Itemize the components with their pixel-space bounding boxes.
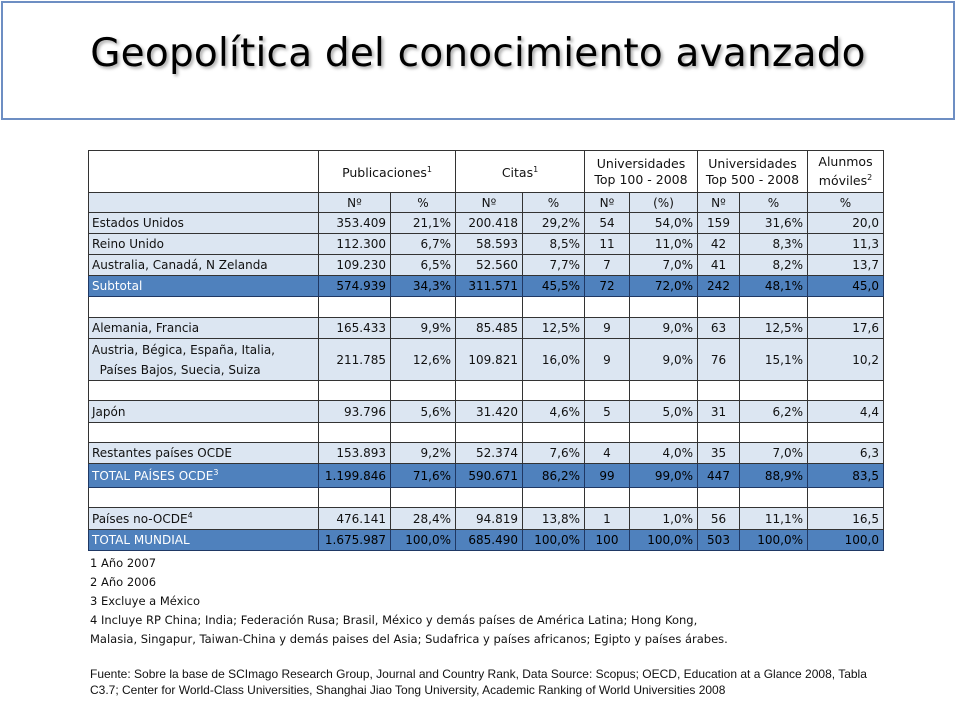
- u100-pct: 99,0%: [630, 464, 698, 488]
- u500-pct: 12,5%: [740, 318, 808, 339]
- u100-pct: 100,0%: [630, 530, 698, 551]
- u100-count: 100: [585, 530, 630, 551]
- subheader-cell: %: [523, 193, 585, 213]
- pub-pct: 28,4%: [391, 508, 456, 530]
- row-label: TOTAL MUNDIAL: [89, 530, 319, 551]
- cit-count: 52.374: [456, 443, 523, 464]
- data-table: [88, 150, 884, 551]
- spacer-row: [89, 488, 884, 508]
- pub-count: 93.796: [319, 401, 391, 423]
- cit-pct: 86,2%: [523, 464, 585, 488]
- alumnos-pct: 45,0: [808, 276, 884, 297]
- u100-count: 7: [585, 255, 630, 276]
- footnote: Malasia, Singapur, Taiwan-China y demás paises del Asia; Sudafrica y países africanos; Egipto y países árabes.: [90, 632, 728, 646]
- cit-pct: 29,2%: [523, 213, 585, 234]
- table-row-total-mundial: [89, 530, 884, 551]
- u100-pct: 9,0%: [630, 339, 698, 381]
- pub-count: 211.785: [319, 339, 391, 381]
- cit-pct: 16,0%: [523, 339, 585, 381]
- pub-count: 1.675.987: [319, 530, 391, 551]
- u500-pct: 100,0%: [740, 530, 808, 551]
- u100-count: 9: [585, 318, 630, 339]
- subheader-corner: [89, 193, 319, 213]
- footnote: 3 Excluye a México: [90, 594, 201, 608]
- slide-title: Geopolítica del conocimiento avanzado: [90, 31, 866, 76]
- subheader-cell: Nº: [456, 193, 523, 213]
- title-box: [1, 1, 955, 120]
- table-header-row: [89, 151, 884, 193]
- cit-count: 685.490: [456, 530, 523, 551]
- subheader-cell: %: [808, 193, 884, 213]
- pub-pct: 6,5%: [391, 255, 456, 276]
- row-label: Subtotal: [89, 276, 319, 297]
- cit-pct: 8,5%: [523, 234, 585, 255]
- subheader-cell: (%): [630, 193, 698, 213]
- footnote: 1 Año 2007: [90, 556, 157, 570]
- table-row: [89, 443, 884, 464]
- u500-count: 41: [698, 255, 740, 276]
- spacer-row: [89, 381, 884, 401]
- cit-count: 52.560: [456, 255, 523, 276]
- pub-count: 476.141: [319, 508, 391, 530]
- subheader-cell: %: [740, 193, 808, 213]
- cit-count: 85.485: [456, 318, 523, 339]
- cit-pct: 12,5%: [523, 318, 585, 339]
- table-row: [89, 508, 884, 530]
- u500-pct: 7,0%: [740, 443, 808, 464]
- u100-count: 9: [585, 339, 630, 381]
- u500-count: 56: [698, 508, 740, 530]
- pub-count: 112.300: [319, 234, 391, 255]
- u500-pct: 48,1%: [740, 276, 808, 297]
- u500-pct: 8,2%: [740, 255, 808, 276]
- u500-count: 35: [698, 443, 740, 464]
- pub-count: 353.409: [319, 213, 391, 234]
- row-label: Reino Unido: [89, 234, 319, 255]
- row-label: Estados Unidos: [89, 213, 319, 234]
- header-publicaciones: Publicaciones$^1$: [319, 151, 456, 193]
- table-row: [89, 401, 884, 423]
- row-label: Austria, Bégica, España, Italia, Países Bajos, Suecia, Suiza: [89, 339, 319, 381]
- u500-pct: 8,3%: [740, 234, 808, 255]
- pub-pct: 34,3%: [391, 276, 456, 297]
- u500-pct: 31,6%: [740, 213, 808, 234]
- cit-pct: 100,0%: [523, 530, 585, 551]
- u100-count: 54: [585, 213, 630, 234]
- cit-count: 200.418: [456, 213, 523, 234]
- row-label: Australia, Canadá, N Zelanda: [89, 255, 319, 276]
- u100-pct: 9,0%: [630, 318, 698, 339]
- u100-pct: 1,0%: [630, 508, 698, 530]
- pub-count: 1.199.846: [319, 464, 391, 488]
- pub-count: 153.893: [319, 443, 391, 464]
- footnotes: [90, 554, 728, 649]
- u500-count: 42: [698, 234, 740, 255]
- u100-count: 5: [585, 401, 630, 423]
- cit-pct: 7,7%: [523, 255, 585, 276]
- table-subheader-row: [89, 193, 884, 213]
- u100-pct: 7,0%: [630, 255, 698, 276]
- u500-pct: 15,1%: [740, 339, 808, 381]
- cit-pct: 7,6%: [523, 443, 585, 464]
- u100-pct: 4,0%: [630, 443, 698, 464]
- table-row: [89, 213, 884, 234]
- table-row: [89, 339, 884, 381]
- pub-pct: 6,7%: [391, 234, 456, 255]
- alumnos-pct: 10,2: [808, 339, 884, 381]
- pub-pct: 12,6%: [391, 339, 456, 381]
- subheader-cell: Nº: [319, 193, 391, 213]
- table-row-subtotal: [89, 276, 884, 297]
- u100-pct: 72,0%: [630, 276, 698, 297]
- footnote: 4 Incluye RP China; India; Federación Rusa; Brasil, México y demás países de América Latina; Hong Kong,: [90, 613, 698, 627]
- pub-pct: 100,0%: [391, 530, 456, 551]
- alumnos-pct: 11,3: [808, 234, 884, 255]
- u500-pct: 88,9%: [740, 464, 808, 488]
- header-corner: [89, 151, 319, 193]
- u500-count: 159: [698, 213, 740, 234]
- pub-pct: 9,9%: [391, 318, 456, 339]
- pub-pct: 21,1%: [391, 213, 456, 234]
- u500-pct: 11,1%: [740, 508, 808, 530]
- pub-pct: 9,2%: [391, 443, 456, 464]
- alumnos-pct: 16,5: [808, 508, 884, 530]
- alumnos-pct: 6,3: [808, 443, 884, 464]
- cit-pct: 4,6%: [523, 401, 585, 423]
- alumnos-pct: 17,6: [808, 318, 884, 339]
- subheader-cell: %: [391, 193, 456, 213]
- pub-pct: 71,6%: [391, 464, 456, 488]
- u100-count: 4: [585, 443, 630, 464]
- cit-count: 31.420: [456, 401, 523, 423]
- cit-count: 590.671: [456, 464, 523, 488]
- spacer-row: [89, 297, 884, 318]
- table-row: [89, 234, 884, 255]
- cit-count: 109.821: [456, 339, 523, 381]
- alumnos-pct: 100,0: [808, 530, 884, 551]
- alumnos-pct: 83,5: [808, 464, 884, 488]
- subheader-cell: Nº: [698, 193, 740, 213]
- pub-count: 109.230: [319, 255, 391, 276]
- cit-pct: 13,8%: [523, 508, 585, 530]
- cit-count: 311.571: [456, 276, 523, 297]
- spacer-row: [89, 423, 884, 443]
- u100-count: 72: [585, 276, 630, 297]
- pub-count: 574.939: [319, 276, 391, 297]
- u100-pct: 11,0%: [630, 234, 698, 255]
- row-label: Alemania, Francia: [89, 318, 319, 339]
- u500-count: 447: [698, 464, 740, 488]
- u500-count: 242: [698, 276, 740, 297]
- u500-count: 76: [698, 339, 740, 381]
- cit-pct: 45,5%: [523, 276, 585, 297]
- table-row: [89, 318, 884, 339]
- alumnos-pct: 13,7: [808, 255, 884, 276]
- header-universidades-top100: Universidades Top 100 - 2008: [585, 151, 698, 193]
- u500-count: 503: [698, 530, 740, 551]
- header-alumnos-moviles: Alunmos móviles$^2$: [808, 151, 884, 193]
- pub-pct: 5,6%: [391, 401, 456, 423]
- u100-count: 99: [585, 464, 630, 488]
- u100-count: 11: [585, 234, 630, 255]
- row-label: TOTAL PAÍSES OCDE$^3$: [89, 464, 319, 488]
- footnote: 2 Año 2006: [90, 575, 157, 589]
- u500-pct: 6,2%: [740, 401, 808, 423]
- cit-count: 58.593: [456, 234, 523, 255]
- table-row: [89, 255, 884, 276]
- u100-pct: 54,0%: [630, 213, 698, 234]
- subheader-cell: Nº: [585, 193, 630, 213]
- alumnos-pct: 20,0: [808, 213, 884, 234]
- row-label: Japón: [89, 401, 319, 423]
- alumnos-pct: 4,4: [808, 401, 884, 423]
- u500-count: 63: [698, 318, 740, 339]
- u100-pct: 5,0%: [630, 401, 698, 423]
- source-citation: Fuente: Sobre la base de SCImago Research Group, Journal and Country Rank, Data Source: Scopus; OECD, Education at a Glance 2008, Tabla C3.7; Center for World-Class Universities, Shanghai Jiao Tong University, Academic Ranking of World Universities 2008: [90, 667, 867, 697]
- pub-count: 165.433: [319, 318, 391, 339]
- header-citas: Citas$^1$: [456, 151, 585, 193]
- u100-count: 1: [585, 508, 630, 530]
- row-label: Restantes países OCDE: [89, 443, 319, 464]
- row-label: Países no-OCDE$^4$: [89, 508, 319, 530]
- header-universidades-top500: Universidades Top 500 - 2008: [698, 151, 808, 193]
- table-row-total-ocde: [89, 464, 884, 488]
- u500-count: 31: [698, 401, 740, 423]
- cit-count: 94.819: [456, 508, 523, 530]
